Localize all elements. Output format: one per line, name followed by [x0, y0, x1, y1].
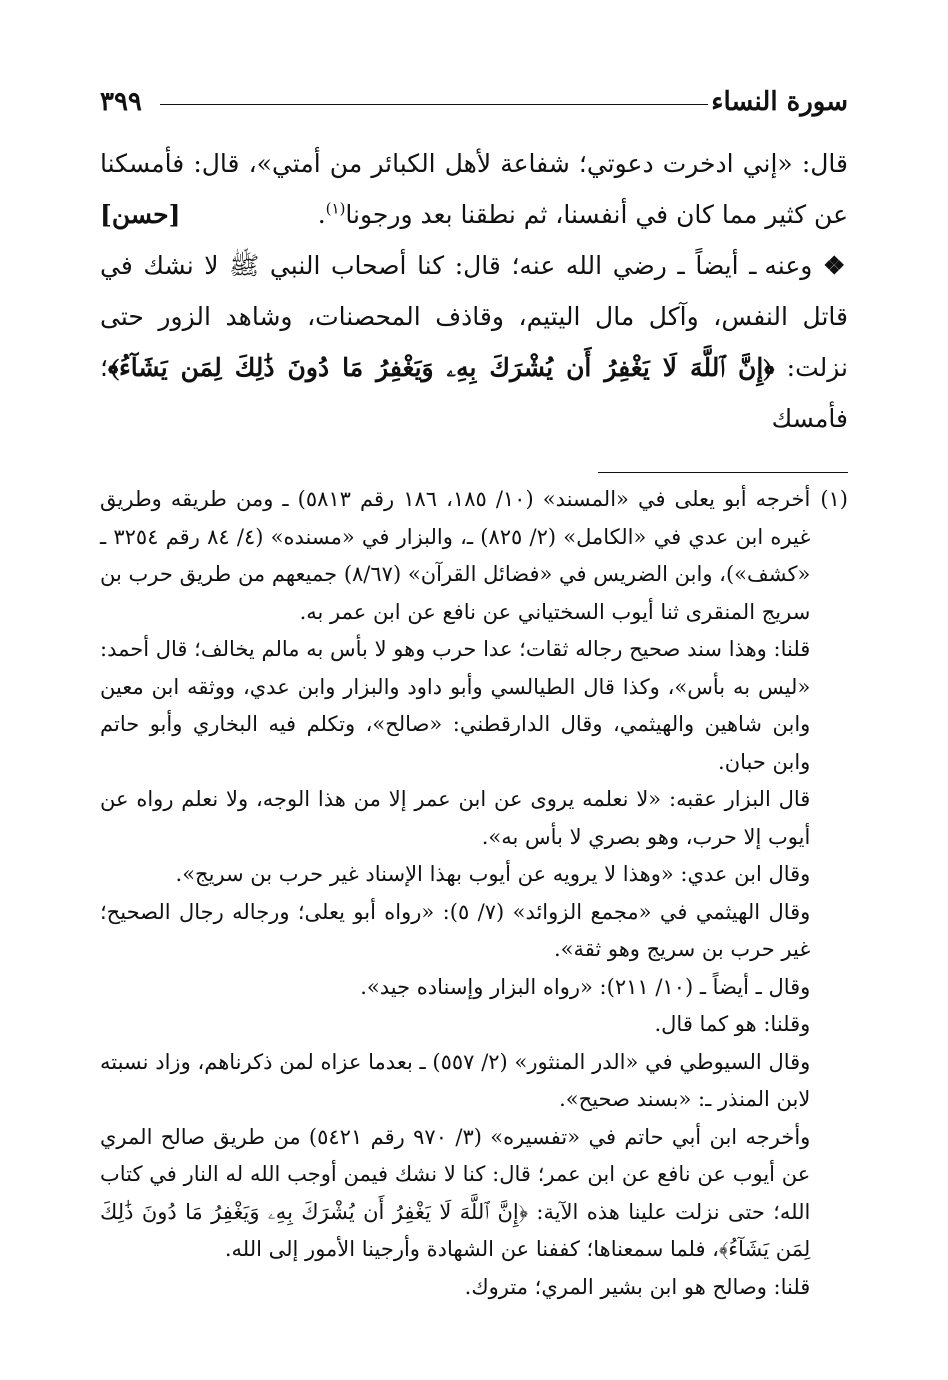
footnote-paragraph: وقال ـ أيضاً ـ (١٠/ ٢١١): «رواه البزار وإسناده جيد». [360, 974, 811, 999]
footnotes [100, 481, 848, 1306]
main-paragraph-2 [100, 240, 848, 444]
footnote-paragraph: قلنا: وهذا سند صحيح رجاله ثقات؛ عدا حرب وهو لا بأس به مالم يخالف؛ قال أحمد: «ليس به بأس»، وكذا قال الطيالسي وأبو داود والبزار وابن عدي، ووثقه ابن معين وابن شاهين والهيثمي، وقال الدارقطني: «صالح»، وتكلم فيه البخاري وأبو حاتم وابن حبان. [100, 637, 811, 774]
main-paragraph-2-tail: ؛ فأمسك [100, 353, 848, 433]
section-marker-icon: ❖ [822, 251, 848, 280]
footnote-paragraph: وقال الهيثمي في «مجمع الزوائد» (٧/ ٥): «رواه أبو يعلى؛ ورجاله رجال الصحيح؛ غير حرب بن سريج وهو ثقة». [100, 899, 811, 961]
footnote-separator [598, 472, 848, 473]
footnote-paragraph: وقلنا: هو كما قال. [654, 1012, 811, 1036]
footnote-paragraph: وقال السيوطي في «الدر المنثور» (٢/ ٥٥٧) ـ بعدما عزاه لمن ذكرناهم، وزاد نسبته لابن المنذر ـ: «بسند صحيح». [100, 1049, 811, 1111]
footnote-paragraph: قلنا: وصالح هو ابن بشير المري؛ متروك. [464, 1274, 811, 1299]
footnote-marker: (١) [820, 487, 848, 511]
surah-title: سورة النساء [711, 87, 848, 117]
main-paragraph-1 [100, 138, 848, 240]
header-rule [160, 104, 708, 105]
main-text [100, 138, 848, 444]
footnote-reference[interactable]: (١) [325, 199, 346, 218]
footnote-paragraph: وقال ابن عدي: «وهذا لا يرويه عن أيوب بهذا الإسناد غير حرب بن سريج». [175, 862, 811, 886]
footnote-paragraph: وأخرجه ابن أبي حاتم في «تفسيره» (٣/ ٩٧٠ رقم ٥٤٢١) من طريق صالح المري عن أيوب عن نافع عن ابن عمر؛ قال: كنا لا نشك فيمن أوجب الله له النار في كتاب الله؛ حتى نزلت علينا هذه الآية: ﴿إِنَّ ٱللَّهَ لَا يَغْفِرُ أَن يُشْرَكَ بِهِۦ وَيَغْفِرُ مَا دُونَ ذَٰلِكَ لِمَن يَشَآءُ﴾، فلما سمعناها؛ كففنا عن الشهادة وأرجينا الأمور إلى الله. [100, 1124, 811, 1261]
main-paragraph-2-text: وعنه ـ أيضاً ـ رضي الله عنه؛ قال: كنا أصحاب النبي ﷺ لا نشك في قاتل النفس، وآكل مال اليتيم، وقاذف المحصنات، وشاهد الزور حتى نزلت: [100, 251, 848, 382]
hadith-grade: [حسن] [100, 200, 181, 229]
quran-verse: ﴿إِنَّ ٱللَّهَ لَا يَغْفِرُ أَن يُشْرَكَ بِهِۦ وَيَغْفِرُ مَا دُونَ ذَٰلِكَ لِمَن يَشَآءُ﴾ [107, 353, 775, 382]
footnote-1 [100, 481, 848, 1306]
page-header [100, 80, 848, 124]
main-paragraph-1-end: . [317, 200, 326, 229]
footnote-paragraph: أخرجه أبو يعلى في «المسند» (١٠/ ١٨٥، ١٨٦ رقم ٥٨١٣) ـ ومن طريقه وطريق غيره ابن عدي في «الكامل» (٢/ ٨٢٥) ـ، والبزار في «مسنده» (٤/ ٨٤ رقم ٣٢٥٤ ـ «كشف»)، وابن الضريس في «فضائل القرآن» (٨/٦٧) جميعهم من طريق حرب بن سريج المنقرى ثنا أيوب السختياني عن نافع عن ابن عمر به. [100, 487, 811, 624]
footnote-paragraph: قال البزار عقبه: «لا نعلمه يروى عن ابن عمر إلا من هذا الوجه، ولا نعلم رواه عن أيوب إلا حرب، وهو بصري لا بأس به». [100, 787, 811, 849]
main-paragraph-1-text: قال: «إني ادخرت دعوتي؛ شفاعة لأهل الكبائر من أمتي»، قال: فأمسكنا عن كثير مما كان في أنفسنا، ثم نطقنا بعد ورجونا [100, 149, 848, 229]
page-number: ٣٩٩ [100, 87, 142, 117]
footnote-1-body [100, 481, 810, 1306]
book-page [100, 80, 848, 1306]
